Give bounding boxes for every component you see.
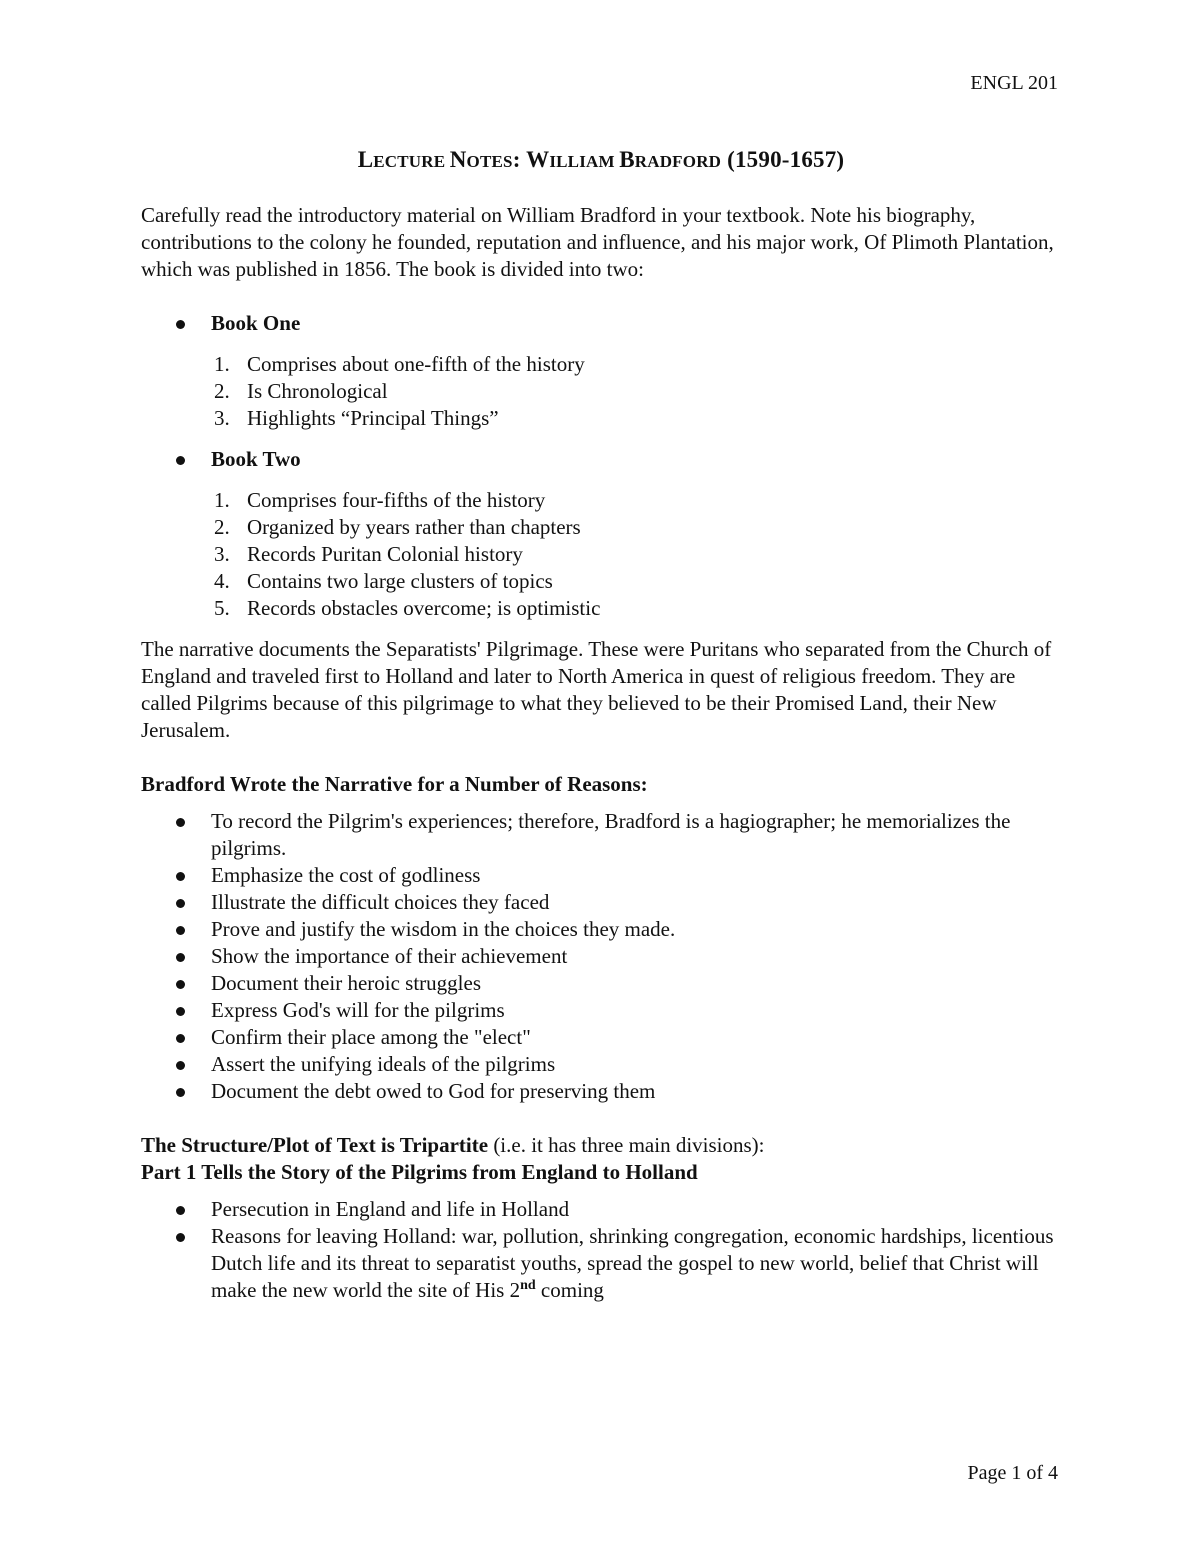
list-item: Show the importance of their achievement: [141, 943, 1061, 970]
page-number: Page 1 of 4: [967, 1462, 1058, 1484]
book-two-label: Book Two: [211, 447, 301, 471]
list-text: Is Chronological: [247, 379, 388, 403]
list-text: Records obstacles overcome; is optimistic: [247, 596, 601, 620]
list-item: Emphasize the cost of godliness: [141, 862, 1061, 889]
narrative-paragraph: The narrative documents the Separatists' Pilgrimage. These were Puritans who separated from the Church of England and traveled first to Holland and later to North America in quest of religious freedom. They are called Pilgrims because of this pilgrimage to what they believed to be their Promised Land, their New Jerusalem.: [141, 637, 1052, 742]
list-item: Confirm their place among the "elect": [141, 1024, 1061, 1051]
list-item: Illustrate the difficult choices they faced: [141, 889, 1061, 916]
list-text: Comprises about one-fifth of the history: [247, 352, 585, 376]
title-letter-l: L: [357, 147, 374, 172]
list-number: 5.: [214, 596, 230, 620]
list-number: 2.: [214, 515, 230, 539]
list-item: Document their heroic struggles: [141, 970, 1061, 997]
list-text: Comprises four-fifths of the history: [247, 488, 546, 512]
list-item: To record the Pilgrim's experiences; therefore, Bradford is a hagiographer; he memorializes the pilgrims.: [141, 808, 1061, 862]
book-two-list: [141, 446, 1061, 473]
list-item: [141, 514, 1061, 541]
list-item: Document the debt owed to God for preserving them: [141, 1078, 1061, 1105]
intro-paragraph: Carefully read the introductory material on William Bradford in your textbook. Note his biography, contributions to the colony he founded, reputation and influence, and his major work, Of Plimoth Plantation, which was published in 1856. The book is divided into two:: [141, 203, 1054, 281]
reasons-list: [141, 808, 1061, 1105]
list-item: Persecution in England and life in Holland: [141, 1196, 1061, 1223]
list-item: [141, 378, 1061, 405]
title-dates: (1590-1657): [721, 147, 845, 172]
list-item: [141, 351, 1061, 378]
list-item: [141, 405, 1061, 432]
ordinal-suffix: nd: [520, 1278, 536, 1293]
ordinal-number: 2: [509, 1278, 521, 1302]
list-number: 2.: [214, 379, 230, 403]
book-one-item: [141, 310, 1061, 337]
title-letter-w: W: [526, 147, 550, 172]
structure-note: (i.e. it has three main divisions):: [488, 1133, 765, 1157]
title-radford: RADFORD: [634, 152, 722, 171]
page-title: [141, 146, 1061, 175]
list-text: Organized by years rather than chapters: [247, 515, 581, 539]
course-header: ENGL 201: [970, 72, 1058, 94]
title-otes: OTES: [466, 152, 513, 171]
list-item: Assert the unifying ideals of the pilgrims: [141, 1051, 1061, 1078]
page-content: [141, 146, 1061, 1304]
book-two-item: [141, 446, 1061, 473]
coming-text: coming: [535, 1278, 604, 1302]
list-item: Prove and justify the wisdom in the choices they made.: [141, 916, 1061, 943]
book-two-points: [141, 487, 1061, 622]
structure-line: [141, 1132, 1061, 1159]
list-item: [141, 568, 1061, 595]
list-number: 3.: [214, 406, 230, 430]
part-one-list: [141, 1196, 1061, 1304]
reasons-heading: Bradford Wrote the Narrative for a Number of Reasons:: [141, 772, 648, 796]
list-text: Reasons for leaving Holland: war, pollution, shrinking congregation, economic hardships, licentious Dutch life and its threat to separatist youths, spread the gospel to new world, belief that Christ will make the new world the site of His: [211, 1224, 1054, 1302]
list-number: 1.: [214, 352, 230, 376]
list-number: 1.: [214, 488, 230, 512]
book-one-points: [141, 351, 1061, 432]
list-item: [141, 487, 1061, 514]
list-text: Contains two large clusters of topics: [247, 569, 553, 593]
list-number: 4.: [214, 569, 230, 593]
book-one-list: [141, 310, 1061, 337]
list-item: [141, 1223, 1061, 1304]
structure-heading: The Structure/Plot of Text is Tripartite: [141, 1133, 489, 1157]
title-ecture: ECTURE: [373, 152, 450, 171]
list-number: 3.: [214, 542, 230, 566]
list-item: [141, 595, 1061, 622]
part-one-heading: Part 1 Tells the Story of the Pilgrims from England to Holland: [141, 1160, 698, 1184]
title-colon: :: [512, 147, 527, 172]
list-text: Records Puritan Colonial history: [247, 542, 523, 566]
reasons-section: [141, 771, 1061, 1105]
title-letter-b: B: [619, 147, 635, 172]
title-illiam: ILLIAM: [549, 152, 620, 171]
list-item: [141, 541, 1061, 568]
book-one-label: Book One: [211, 311, 301, 335]
list-text: Highlights “Principal Things”: [247, 406, 499, 430]
list-item: Express God's will for the pilgrims: [141, 997, 1061, 1024]
title-letter-n: N: [449, 147, 467, 172]
